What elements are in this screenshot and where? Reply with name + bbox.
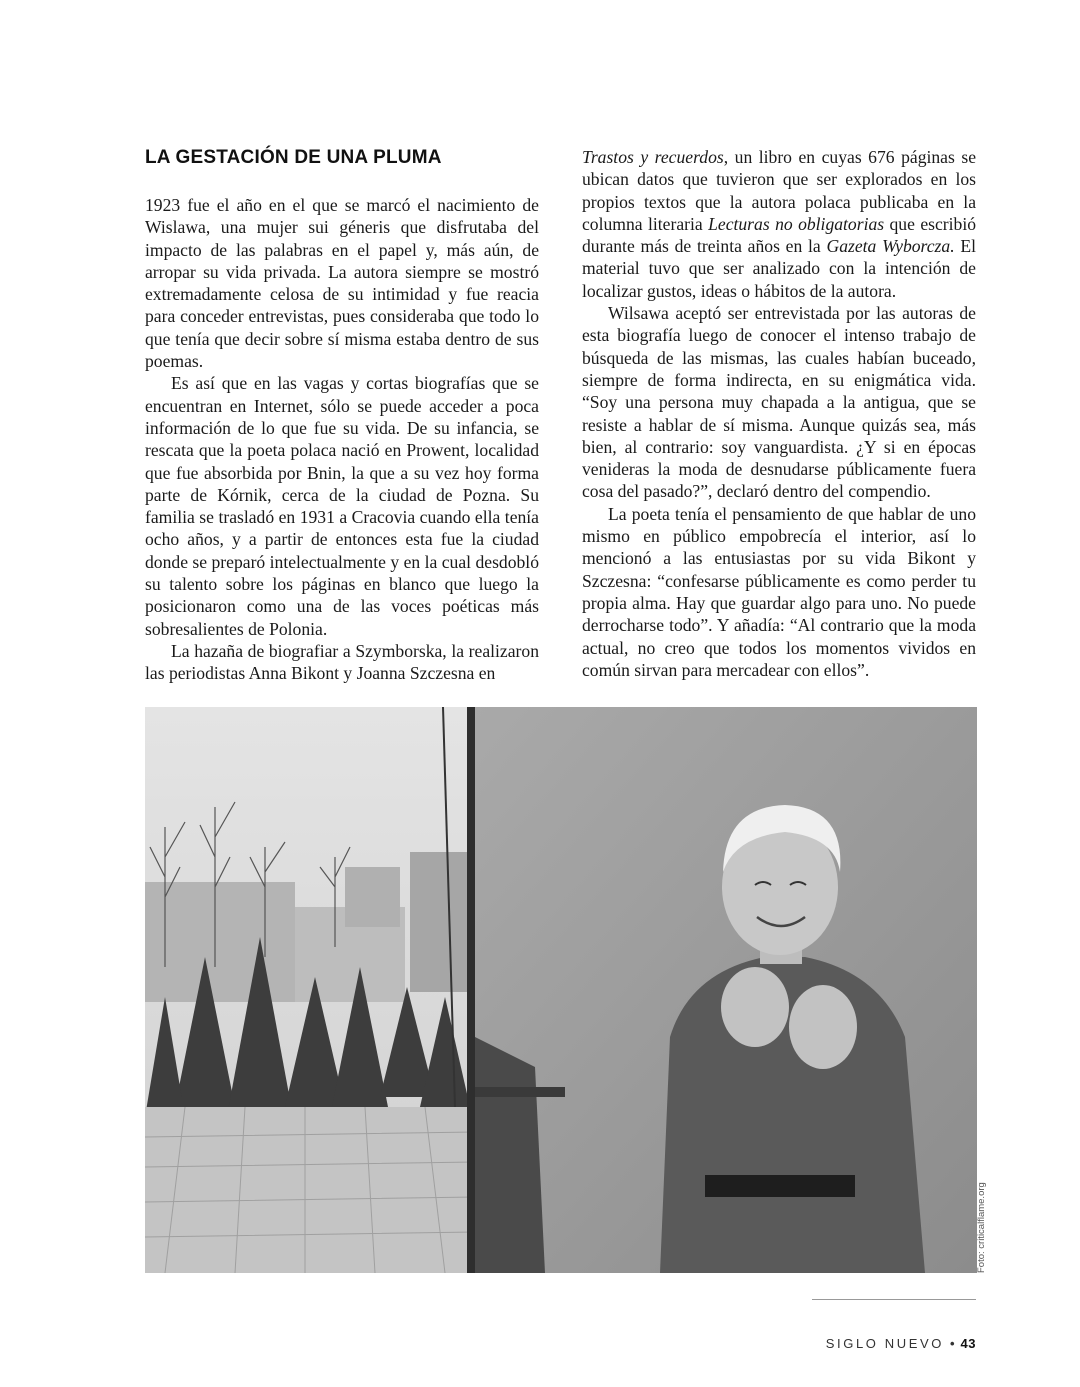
newspaper-title: Gazeta Wyborcza. bbox=[826, 236, 955, 257]
footer-separator: • bbox=[949, 1336, 955, 1351]
page-number: 43 bbox=[960, 1336, 976, 1351]
paragraph-3: La hazaña de biografiar a Szymborska, la realizaron las periodistas Anna Bikont y Joanna Szczesna en bbox=[145, 640, 539, 684]
portrait-photo bbox=[145, 707, 977, 1273]
article-column-right bbox=[582, 146, 976, 681]
paragraph-4: Trastos y recuerdos, un libro en cuyas 676 páginas se ubican datos que tuvieron que ser explorados en los propios textos que la autora polaca publicaba en la columna literaria Lecturas no obligatorias que escribió durante más de treinta años en la Gazeta Wyborcza. El material tuvo que ser analizado con la intención de localizar gustos, ideas o hábitos de la autora. bbox=[582, 147, 977, 301]
column-title: Lecturas no obligatorias bbox=[708, 213, 885, 234]
book-title: Trastos y recuerdos bbox=[582, 147, 724, 167]
magazine-name: SIGLO NUEVO bbox=[825, 1336, 944, 1351]
portrait-photo-illustration bbox=[145, 707, 977, 1273]
paragraph-6: La poeta tenía el pensamiento de que hablar de uno mismo en público empobrecía el interior, así lo mencionó a las entusiastas por su vida Bikont y Szczesna: “confesarse públicamente es como perder tu propia alma. Hay que guardar algo para uno. No puede derrocharse todo”. Y añadía: “Al contrario que la moda actual, no creo que todos los momentos vividos en común sirvan para mercadear con ellos”. bbox=[582, 503, 976, 680]
paragraph-1: 1923 fue el año en el que se marcó el nacimiento de Wislawa, una mujer sui géneris que disfrutaba del impacto de las palabras en el papel y, más aún, de arropar su vida privada. La autora siempre se mostró extremadamente celosa de su intimidad y fue reacia para conceder entrevistas, pues consideraba que todo lo que tenía que decir sobre sí misma estaba dentro de sus poemas. bbox=[145, 195, 539, 372]
page-footer bbox=[826, 1336, 976, 1351]
article-column-left bbox=[145, 146, 539, 685]
photo-credit: Foto: criticalflame.org bbox=[976, 1182, 987, 1273]
footer-rule bbox=[812, 1299, 976, 1300]
section-heading: LA GESTACIÓN DE UNA PLUMA bbox=[145, 147, 442, 168]
paragraph-2: Es así que en las vagas y cortas biografías que se encuentran en Internet, sólo se puede acceder a poca información de lo que fue su vida. De su infancia, se rescata que la poeta polaca nació en Prowent, localidad que fue absorbida por Bnin, la que a su vez hoy forma parte de Kórnik, cerca de la ciudad de Pozna. Su familia se trasladó en 1931 a Cracovia cuando ella tenía ocho años, y a partir de entonces esta fue la ciudad donde se preparó intelectualmente y en la cual desdobló su talento sobre los páginas en blanco que luego la posicionaron como una de las voces poéticas más sobresalientes de Polonia. bbox=[145, 373, 539, 639]
paragraph-5: Wilsawa aceptó ser entrevistada por las autoras de esta biografía luego de conocer el intenso trabajo de búsqueda de las mismas, las cuales habían buceado, siempre de forma indirecta, en su enigmática vida. “Soy una persona muy chapada a la antigua, que se resiste a hablar de sí misma. Aunque quizás sea, más bien, al contrario: soy vanguardista. ¿Y si en épocas venideras la moda de desnudarse públicamente fuera cosa del pasado?”, declaró dentro del compendio. bbox=[582, 303, 976, 502]
